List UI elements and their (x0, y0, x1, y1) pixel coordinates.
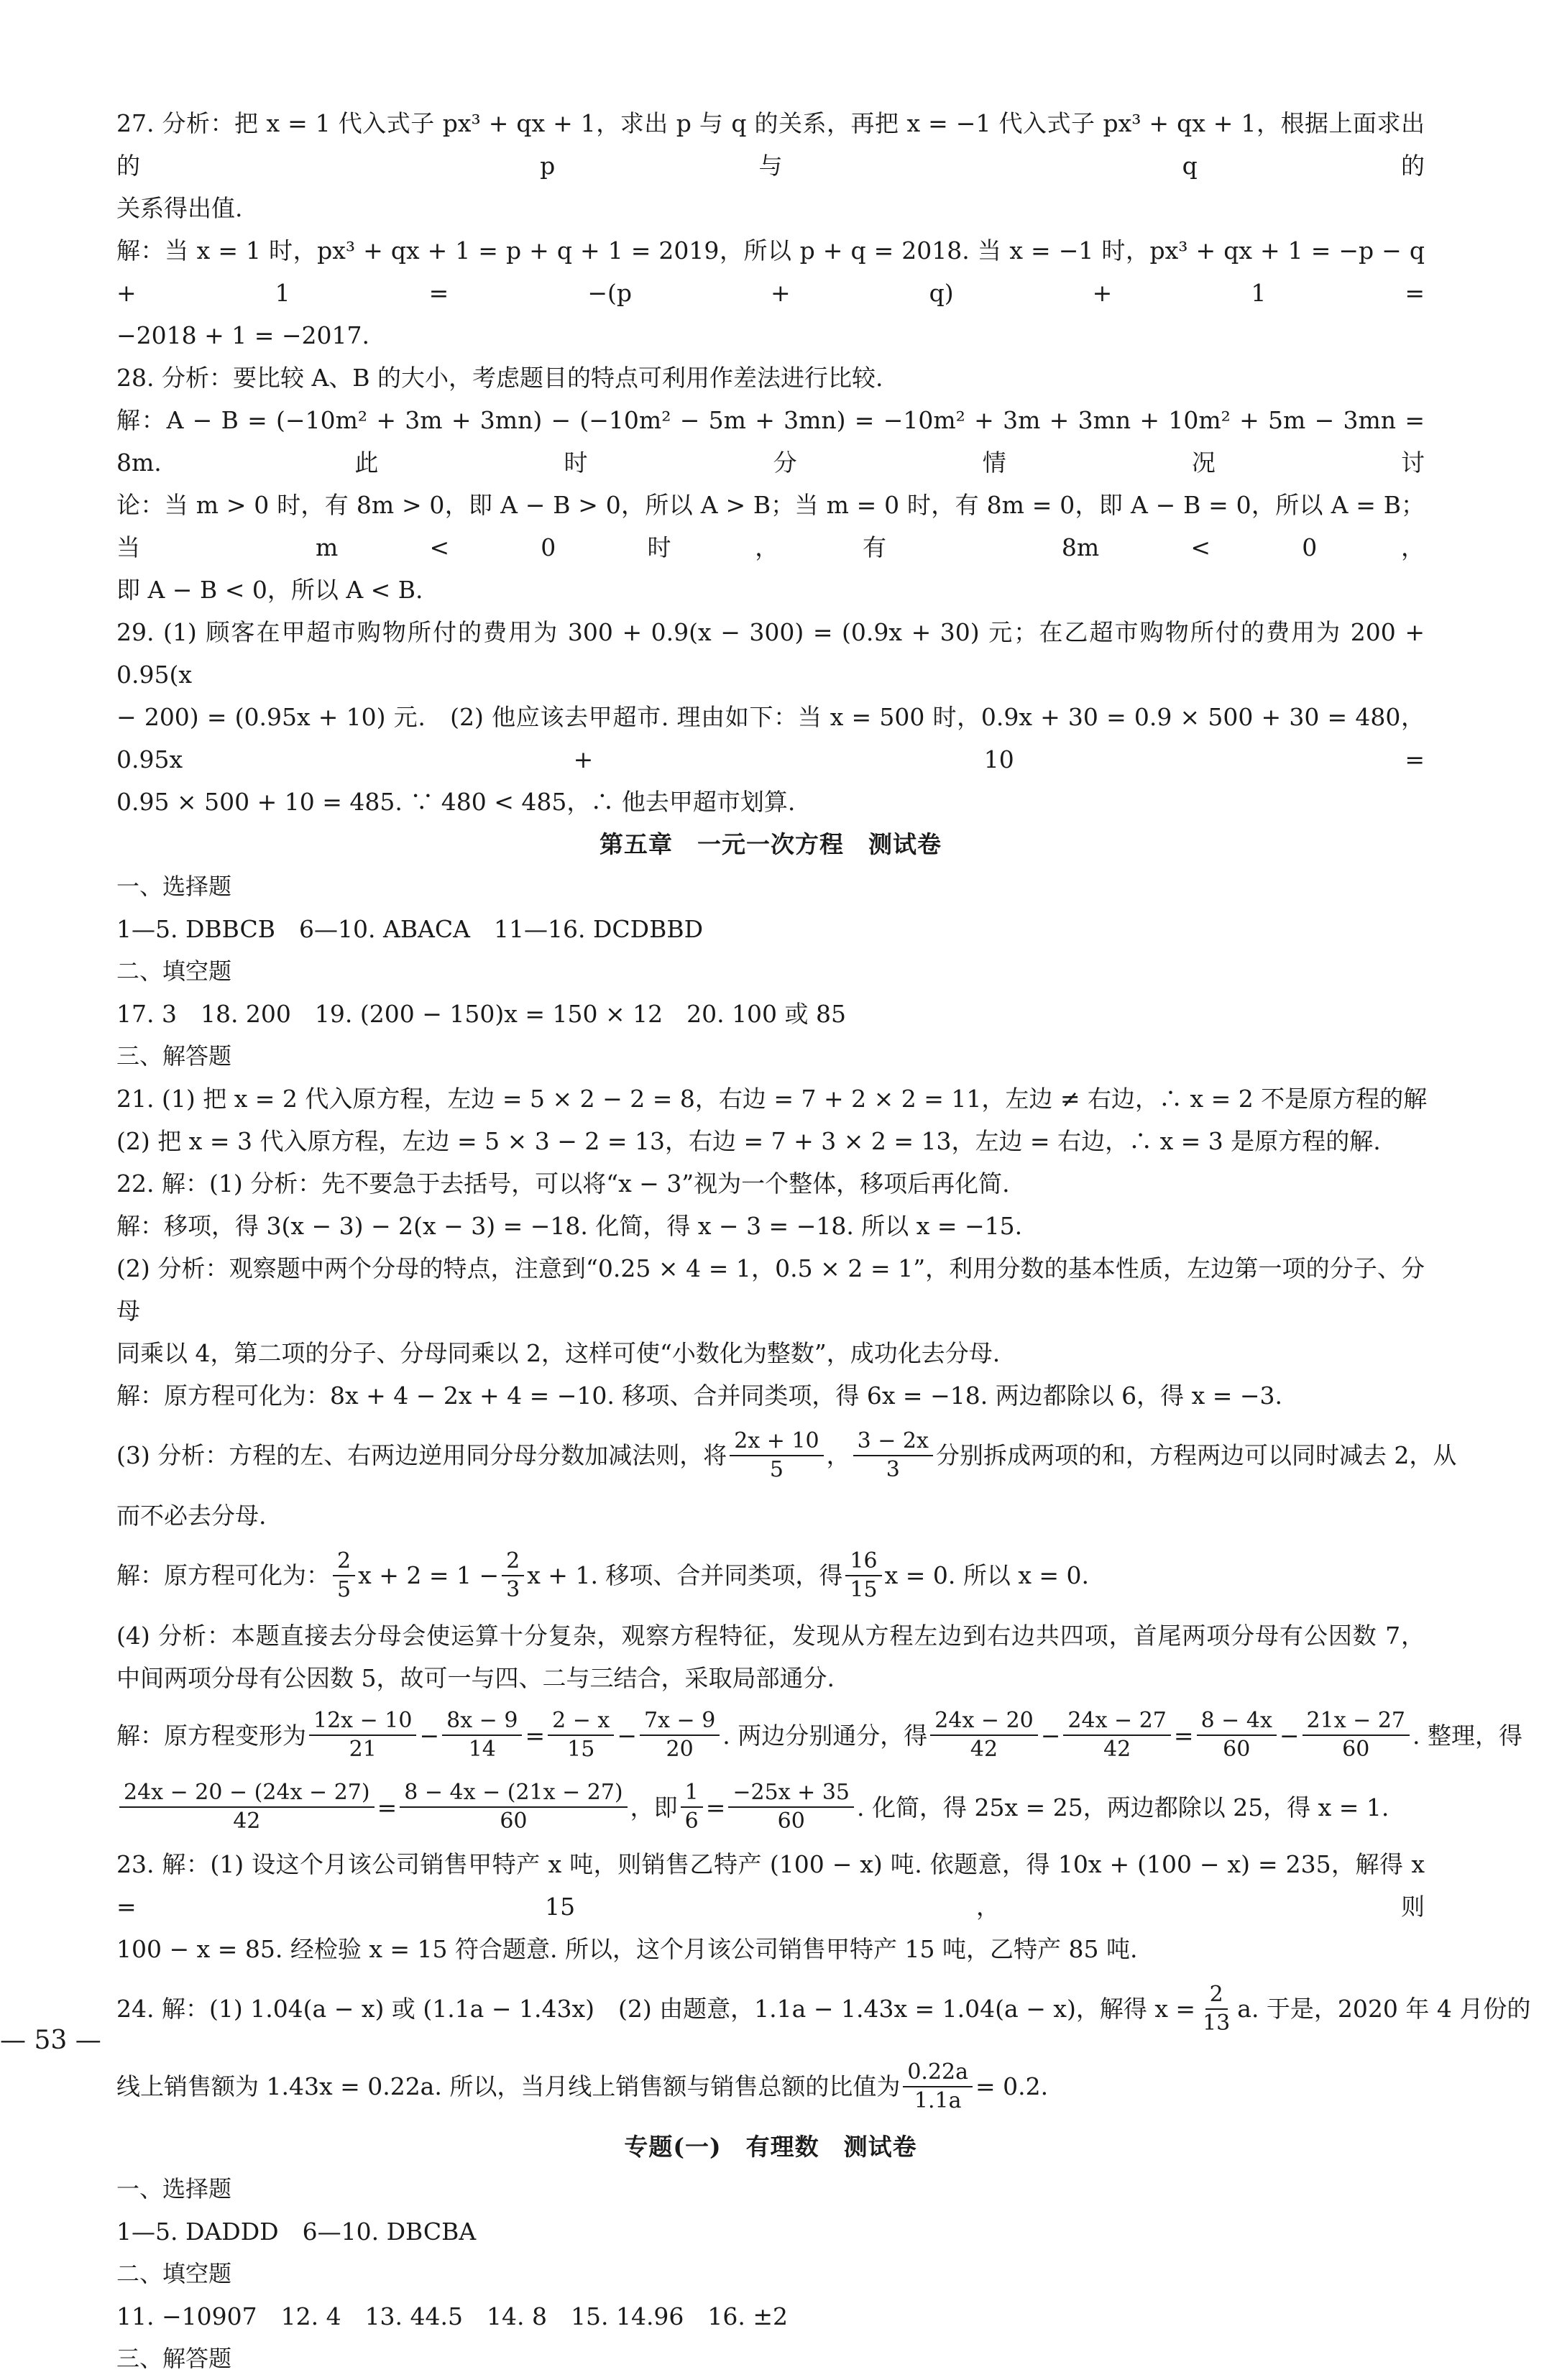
q28-line-1: 28. 分析：要比较 A、B 的大小，考虑题目的特点可利用作差法进行比较. (116, 364, 883, 392)
numerator: 8 − 4x (1197, 1709, 1277, 1736)
numerator: 12x − 10 (309, 1709, 416, 1736)
q22-line-c: (2) 分析：观察题中两个分母的特点，注意到“0.25 × 4 = 1，0.5 × 2 = 1”，利用分数的基本性质，左边第一项的分子、分母 (116, 1254, 1425, 1325)
topic1-section-fill: 二、填空题 (116, 2260, 232, 2287)
q23-line-b: 100 − x = 85. 经检验 x = 15 符合题意. 所以，这个月该公司销售甲特产 15 吨，乙特产 85 吨. (116, 1935, 1138, 1963)
fraction (730, 1429, 823, 1481)
topic1-choice-answers: 1—5. DADDD 6—10. DBCBA (116, 2218, 477, 2246)
denominator: 15 (850, 1577, 878, 1602)
text: . 两边分别通分，得 (722, 1721, 928, 1750)
q22-line-k (116, 1699, 1522, 1771)
text: a. 于是，2020 年 4 月份的 (1237, 1995, 1531, 2023)
text: ，即 (630, 1793, 678, 1821)
numerator: 2 − x (548, 1709, 614, 1736)
numerator: 16 (845, 1549, 881, 1576)
ch5-section-choice: 一、选择题 (116, 873, 232, 900)
numerator: 2 (333, 1549, 355, 1576)
denominator: 1.1a (914, 2088, 962, 2113)
fraction (930, 1709, 1037, 1761)
fraction (548, 1709, 614, 1761)
text: = 0.2. (975, 2072, 1049, 2100)
denominator: 42 (233, 1809, 261, 1834)
numerator: 7x − 9 (640, 1709, 720, 1736)
fraction (845, 1549, 881, 1602)
denominator: 60 (500, 1809, 528, 1834)
numerator: 21x − 27 (1303, 1709, 1410, 1736)
text: . 整理，得 (1412, 1721, 1522, 1750)
q23-line-a: 23. 解：(1) 设这个月该公司销售甲特产 x 吨，则销售乙特产 (100 − x) 吨. 依题意，得 10x + (100 − x) = 235，解得 x = 15，则 (116, 1850, 1425, 1921)
fraction (728, 1781, 854, 1833)
numerator: 3 − 2x (853, 1429, 933, 1456)
ch5-section-solve: 三、解答题 (116, 1042, 232, 1070)
page-number: — 53 — (0, 2026, 101, 2055)
numerator: 2 (502, 1549, 524, 1576)
text: 解：原方程可化为： (116, 1561, 330, 1589)
q22-line-l (116, 1771, 1425, 1843)
operator: = (705, 1793, 726, 1821)
text: x + 2 = 1 − (358, 1561, 500, 1589)
denominator: 20 (666, 1737, 694, 1762)
q21-part-2: (2) 把 x = 3 代入原方程，左边 = 5 × 3 − 2 = 13，右边 = 7 + 3 × 2 = 13，左边 = 右边，∴ x = 3 是原方程的解. (116, 1127, 1381, 1155)
fraction (681, 1781, 703, 1833)
fraction (502, 1549, 524, 1602)
topic1-section-choice: 一、选择题 (116, 2175, 232, 2202)
numerator: 24x − 20 (930, 1709, 1037, 1736)
numerator: −25x + 35 (728, 1781, 854, 1808)
denominator: 21 (349, 1737, 377, 1762)
q22-line-b: 解：移项，得 3(x − 3) − 2(x − 3) = −18. 化简，得 x − 3 = −18. 所以 x = −15. (116, 1212, 1023, 1240)
ch5-fill-answers: 17. 3 18. 200 19. (200 − 150)x = 150 × 12 20. 100 或 85 (116, 1000, 847, 1028)
q27-line-4: −2018 + 1 = −2017. (116, 321, 370, 349)
q27-line-1: 27. 分析：把 x = 1 代入式子 px³ + qx + 1，求出 p 与 q 的关系，再把 x = −1 代入式子 px³ + qx + 1，根据上面求出的 p 与 q 的 (116, 109, 1425, 180)
chapter5-title: 第五章 一元一次方程 测试卷 (599, 830, 942, 858)
q29-line-3: 0.95 × 500 + 10 = 485. ∵ 480 < 485，∴ 他去甲超市划算. (116, 788, 796, 816)
q28-line-4: 即 A − B < 0，所以 A < B. (116, 576, 423, 604)
q21-part-1: 21. (1) 把 x = 2 代入原方程，左边 = 5 × 2 − 2 = 8，右边 = 7 + 2 × 2 = 11，左边 ≠ 右边，∴ x = 2 不是原方程的解 (116, 1085, 1428, 1113)
numerator: 24x − 20 − (24x − 27) (119, 1781, 375, 1808)
fraction (442, 1709, 522, 1761)
numerator: 24x − 27 (1063, 1709, 1170, 1736)
numerator: 0.22a (903, 2060, 973, 2087)
fraction (1303, 1709, 1410, 1761)
q27-line-3: 解：当 x = 1 时，px³ + qx + 1 = p + q + 1 = 2019，所以 p + q = 2018. 当 x = −1 时，px³ + qx + 1 = −p − q + 1 = −(p + q) + 1 = (116, 236, 1425, 307)
q27-line-2: 关系得出值. (116, 194, 243, 222)
operator: = (377, 1793, 398, 1821)
q22-line-d: 同乘以 4，第二项的分子、分母同乘以 2，这样可使“小数化为整数”，成功化去分母. (116, 1339, 1001, 1367)
denominator: 3 (506, 1577, 520, 1602)
fraction (1063, 1709, 1170, 1761)
text: . 化简，得 25x = 25，两边都除以 25，得 x = 1. (857, 1793, 1389, 1821)
text: 24. 解：(1) 1.04(a − x) 或 (1.1a − 1.43x) (2) 由题意，1.1a − 1.43x = 1.04(a − x)，解得 x = (116, 1995, 1196, 2023)
denominator: 60 (777, 1809, 805, 1834)
operator: = (1173, 1721, 1194, 1750)
fraction (400, 1781, 627, 1833)
ch5-choice-answers: 1—5. DBBCB 6—10. ABACA 11—16. DCDBBD (116, 915, 704, 943)
denominator: 60 (1342, 1737, 1370, 1762)
numerator: 8x − 9 (442, 1709, 522, 1736)
fraction (640, 1709, 720, 1761)
text: ， (826, 1441, 850, 1469)
fraction (1198, 1982, 1234, 2035)
operator: − (1040, 1721, 1061, 1750)
text: x + 1. 移项、合并同类项，得 (527, 1561, 843, 1589)
fraction (853, 1429, 933, 1481)
operator: − (1279, 1721, 1300, 1750)
denominator: 42 (1103, 1737, 1131, 1762)
q24-line-a (116, 1970, 1531, 2048)
fraction (903, 2060, 973, 2113)
fraction (119, 1781, 375, 1833)
ch5-section-fill: 二、填空题 (116, 957, 232, 985)
q22-line-j: 中间两项分母有公因数 5，故可一与四、二与三结合，采取局部通分. (116, 1664, 835, 1692)
denominator: 5 (337, 1577, 352, 1602)
q28-line-3: 论：当 m > 0 时，有 8m > 0，即 A − B > 0，所以 A > B；当 m = 0 时，有 8m = 0，即 A − B = 0，所以 A = B；当 m < 0 时，有 8m < 0， (116, 491, 1425, 561)
numerator: 2x + 10 (730, 1429, 823, 1456)
fraction (1197, 1709, 1277, 1761)
operator: − (617, 1721, 637, 1750)
fraction (309, 1709, 416, 1761)
topic1-fill-answers: 11. −10907 12. 4 13. 44.5 14. 8 15. 14.96 16. ±2 (116, 2302, 789, 2330)
denominator: 60 (1223, 1737, 1251, 1762)
q24-line-b (116, 2048, 1425, 2126)
q28-line-2: 解：A − B = (−10m² + 3m + 3mn) − (−10m² − 5m + 3mn) = −10m² + 3m + 3mn + 10m² + 5m − 3mn = 8m. 此时分情况讨 (116, 406, 1425, 477)
denominator: 15 (567, 1737, 595, 1762)
denominator: 3 (886, 1457, 900, 1482)
denominator: 6 (684, 1809, 699, 1834)
operator: = (525, 1721, 546, 1750)
topic1-section-solve: 三、解答题 (116, 2345, 232, 2372)
denominator: 5 (769, 1457, 784, 1482)
text: 分别拆成两项的和，方程两边可以同时减去 2，从 (935, 1441, 1457, 1469)
answer-page (116, 102, 1531, 2380)
q22-line-h (116, 1537, 1425, 1614)
q29-line-2: − 200) = (0.95x + 10) 元. (2) 他应该去甲超市. 理由如下：当 x = 500 时，0.9x + 30 = 0.9 × 500 + 30 = 480，0.95x + 10 = (116, 703, 1425, 773)
q22-line-f (116, 1417, 1457, 1494)
operator: − (419, 1721, 440, 1750)
topic1-title: 专题(一) 有理数 测试卷 (624, 2133, 917, 2161)
fraction (333, 1549, 355, 1602)
q22-line-e: 解：原方程可化为：8x + 4 − 2x + 4 = −10. 移项、合并同类项，得 6x = −18. 两边都除以 6，得 x = −3. (116, 1382, 1283, 1410)
denominator: 13 (1203, 2011, 1231, 2036)
denominator: 42 (970, 1737, 998, 1762)
q29-line-1: 29. (1) 顾客在甲超市购物所付的费用为 300 + 0.9(x − 300) = (0.9x + 30) 元；在乙超市购物所付的费用为 200 + 0.95(x (116, 618, 1425, 689)
q22-line-i: (4) 分析：本题直接去分母会使运算十分复杂，观察方程特征，发现从方程左边到右边共四项，首尾两项分母有公因数 7， (116, 1622, 1425, 1650)
q22-line-g: 而不必去分母. (116, 1502, 267, 1530)
text: 线上销售额为 1.43x = 0.22a. 所以，当月线上销售额与销售总额的比值为 (116, 2072, 901, 2100)
text: 解：原方程变形为 (116, 1721, 306, 1750)
text: x = 0. 所以 x = 0. (884, 1561, 1090, 1589)
numerator: 8 − 4x − (21x − 27) (400, 1781, 627, 1808)
numerator: 1 (681, 1781, 703, 1808)
q22-line-a: 22. 解：(1) 分析：先不要急于去括号，可以将“x − 3”视为一个整体，移项后再化简. (116, 1170, 1010, 1198)
text: (3) 分析：方程的左、右两边逆用同分母分数加减法则，将 (116, 1441, 727, 1469)
numerator: 2 (1205, 1982, 1228, 2010)
denominator: 14 (468, 1737, 496, 1762)
